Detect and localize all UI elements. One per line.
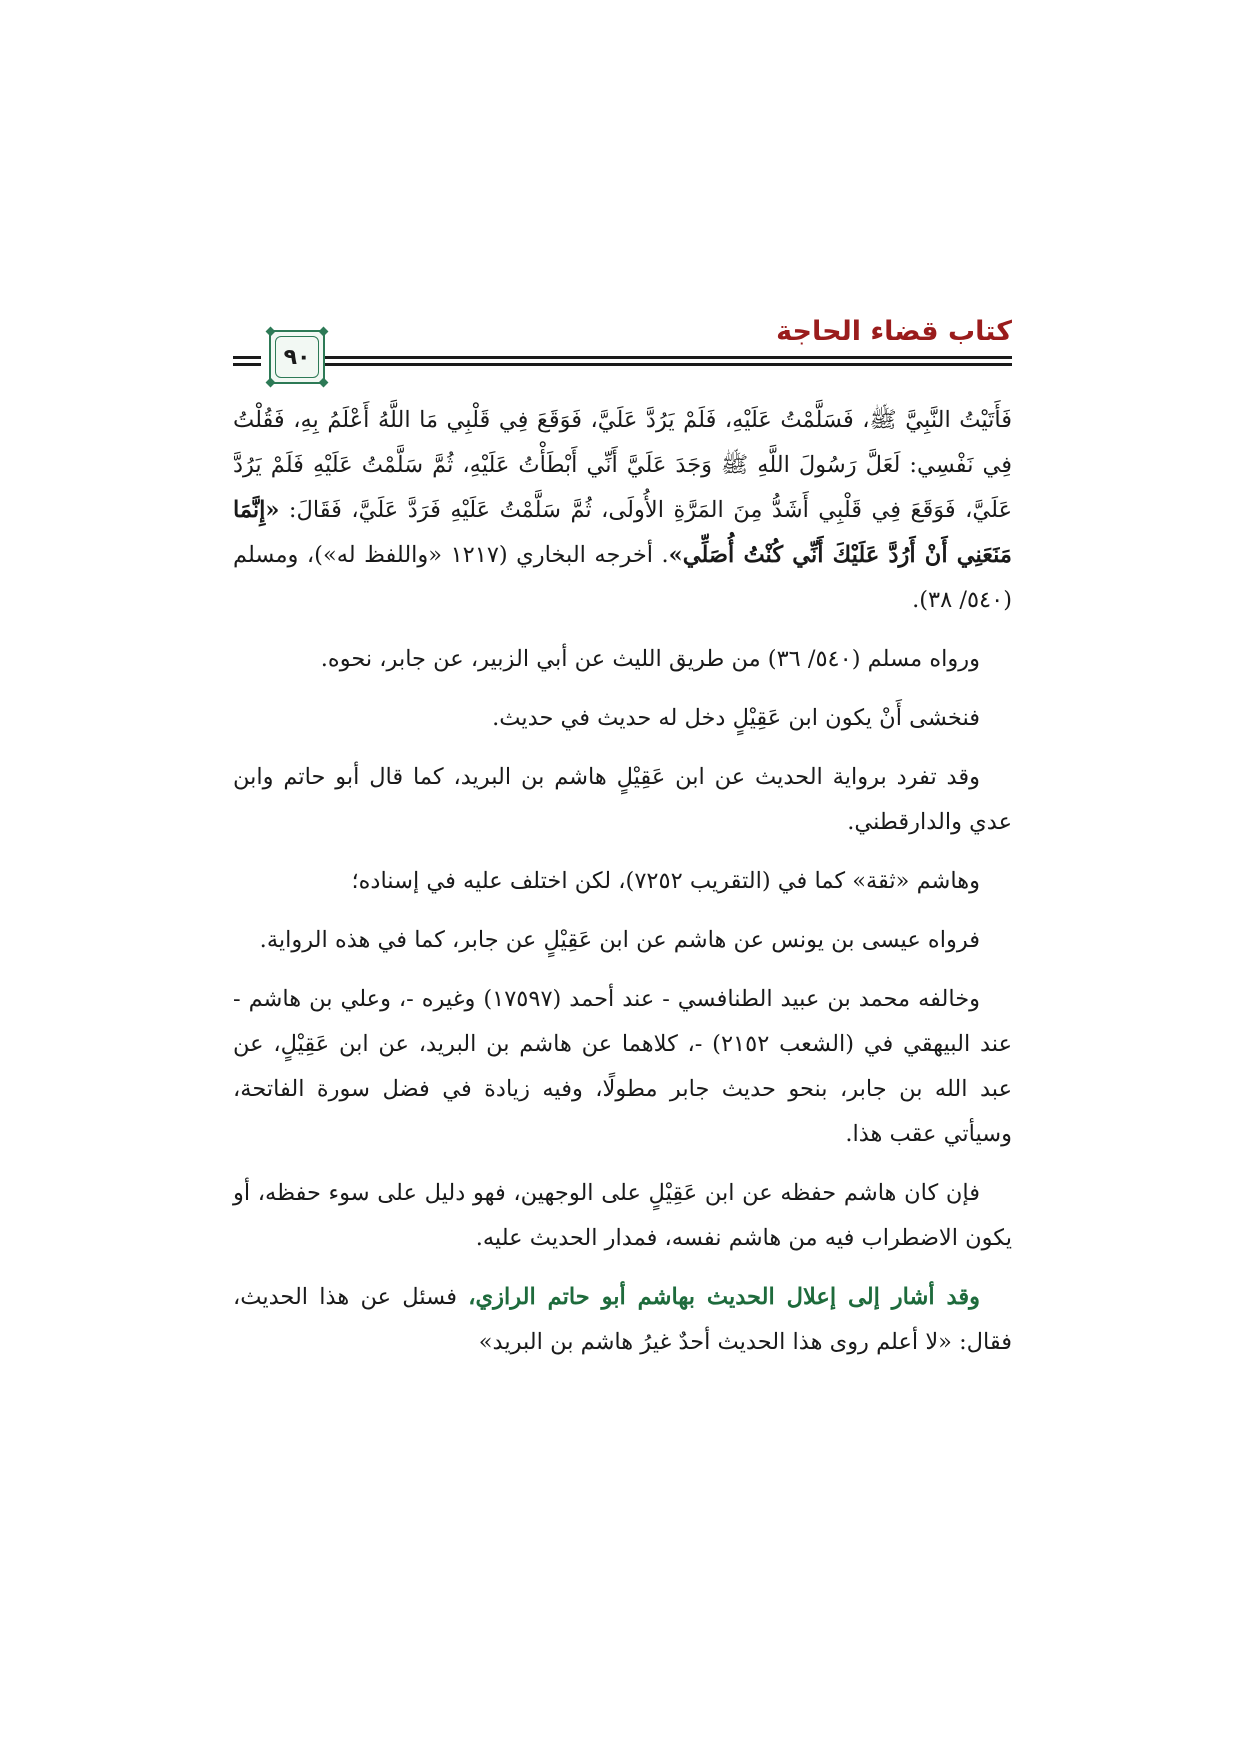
ornament-icon [266, 327, 276, 337]
header-rule-left-top [233, 356, 261, 359]
ornament-icon [319, 378, 329, 388]
ornament-icon [266, 378, 276, 388]
paragraph: فرواه عيسى بن يونس عن هاشم عن ابن عَقِيْلٍ عن جابر، كما في هذه الرواية. [259, 927, 980, 953]
prophet-quote: «إِنَّمَا مَنَعَنِي أَنْ أَرُدَّ عَلَيْكَ أَنِّي كُنْتُ أُصَلِّي» [233, 497, 1012, 568]
paragraph-hadith [233, 398, 1012, 623]
paragraph: فنخشى أَنْ يكون ابن عَقِيْلٍ دخل له حديث في حديث. [492, 705, 980, 731]
page-header [233, 316, 1012, 388]
paragraph: وقد تفرد برواية الحديث عن ابن عَقِيْلٍ هاشم بن البريد، كما قال أبو حاتم وابن عدي والدارقطني. [233, 764, 1012, 835]
page-number-badge [269, 330, 325, 384]
paragraph: وخالفه محمد بن عبيد الطنافسي - عند أحمد (١٧٥٩٧) وغيره -، وعلي بن هاشم - عند البيهقي في (الشعب ٢١٥٢) -، كلاهما عن هاشم بن البريد، عن ابن عَقِيْلٍ، عن عبد الله بن جابر، بنحو حديث جابر مطولًا، وفيه زيادة في فضل سورة الفاتحة، وسيأتي عقب هذا. [233, 986, 1012, 1147]
paragraph-continuation: فسئل عن هذا الحديث، فقال: «لا أعلم روى هذا الحديث أحدٌ غيرُ هاشم بن البريد» [233, 1284, 1012, 1355]
hadith-text: فَأَتَيْتُ النَّبِيَّ ﷺ، فَسَلَّمْتُ عَلَيْهِ، فَلَمْ يَرُدَّ عَلَيَّ، فَوَقَعَ فِي قَلْبِي مَا اللَّهُ أَعْلَمُ بِهِ، فَقُلْتُ فِي نَفْسِي: لَعَلَّ رَسُولَ اللَّهِ ﷺ وَجَدَ عَلَيَّ أَنِّي أَبْطَأْتُ عَلَيْهِ، ثُمَّ سَلَّمْتُ عَلَيْهِ فَلَمْ يَرُدَّ عَلَيَّ، فَوَقَعَ فِي قَلْبِي أَشَدُّ مِنَ المَرَّةِ الأُولَى، ثُمَّ سَلَّمْتُ عَلَيْهِ فَرَدَّ عَلَيَّ، فَقَالَ: [233, 407, 1012, 523]
highlighted-statement: وقد أشار إلى إعلال الحديث بهاشم أبو حاتم الرازي، [468, 1284, 980, 1310]
paragraph: ورواه مسلم (٥٤٠/ ٣٦) من طريق الليث عن أبي الزبير، عن جابر، نحوه. [320, 646, 980, 672]
paragraph: فإن كان هاشم حفظه عن ابن عَقِيْلٍ على الوجهين، فهو دليل على سوء حفظه، أو يكون الاضطراب فيه من هاشم نفسه، فمدار الحديث عليه. [233, 1180, 1012, 1251]
header-rule-bottom [324, 363, 1012, 366]
paragraph: وهاشم «ثقة» كما في (التقريب ٧٢٥٢)، لكن اختلف عليه في إسناده؛ [351, 868, 980, 894]
page-number: ٩٠ [283, 344, 311, 370]
body-text [233, 398, 1012, 1379]
header-rule-top [324, 356, 1012, 359]
book-title: كتاب قضاء الحاجة [776, 316, 1012, 347]
paragraph-final [233, 1275, 1012, 1365]
citation-text: . أخرجه البخاري (١٢١٧ «واللفظ له»)، ومسلم (٥٤٠/ ٣٨). [233, 542, 1012, 613]
ornament-icon [319, 327, 329, 337]
header-rule-left-bottom [233, 363, 261, 366]
